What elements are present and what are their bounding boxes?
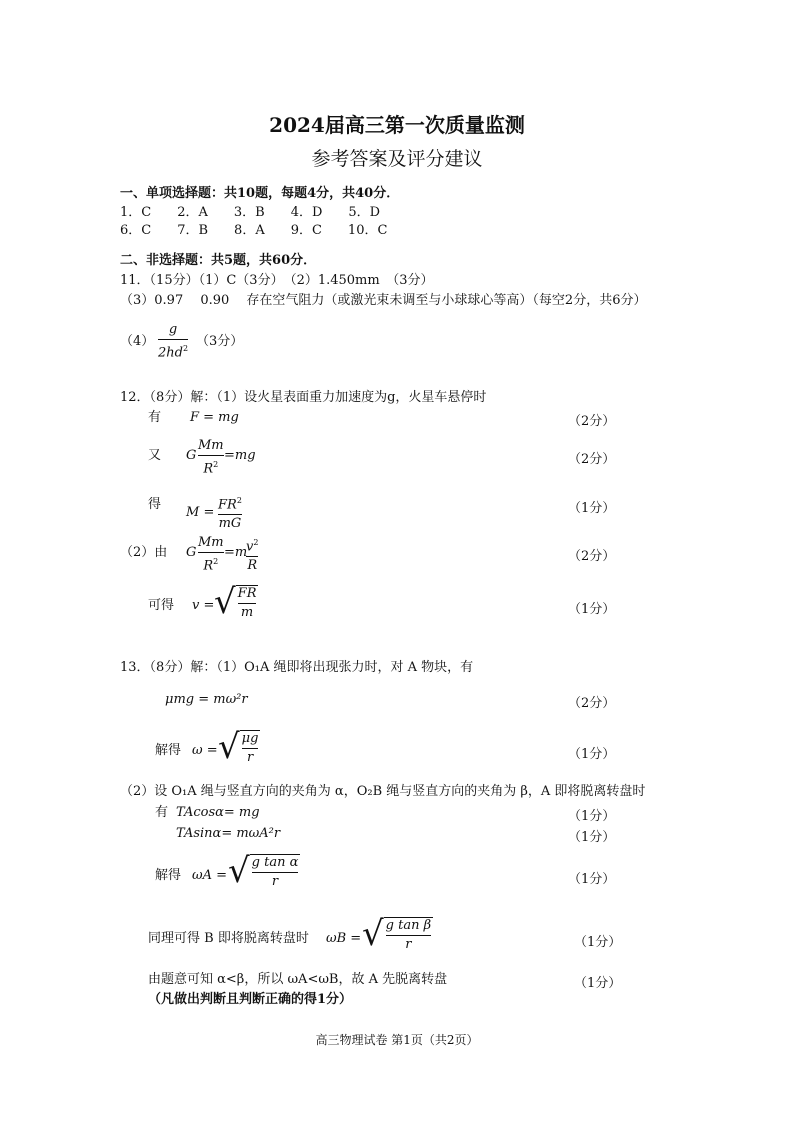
page-footer: 高三物理试卷 第1页（共2页）	[315, 1033, 479, 1047]
q13-l6-lhs: ωB =	[326, 931, 362, 946]
q12-l3-fraction	[218, 493, 242, 532]
q13-l2-denominator: r	[246, 750, 254, 765]
mc-answers-row1: 1．C 2．A 3．B 4．D 5．D	[120, 205, 381, 220]
q12-l2-rhs: =mg	[224, 448, 256, 463]
radical-icon: √	[228, 851, 250, 891]
q12-l5-sqrt	[214, 583, 258, 621]
radical-icon: √	[214, 582, 236, 622]
q12-l4-mid: =m	[224, 545, 248, 560]
fraction-bar	[198, 552, 224, 553]
q11-part4-label: （4）	[120, 334, 155, 349]
fraction-bar	[218, 514, 242, 515]
q13-l5-sqrt	[228, 852, 300, 890]
q13-l2-points: （1分）	[568, 747, 616, 762]
q13-l1-expr: μmg = mω²r	[165, 692, 248, 707]
q12-l4-G: G	[186, 545, 197, 560]
q12-l4-denominator: $R^2$	[203, 557, 219, 574]
q12-l4-label: （2）由	[120, 545, 168, 560]
fraction-bar	[158, 339, 188, 340]
q12-l4-points: （2分）	[568, 549, 616, 564]
q12-l2-denominator: $R^2$	[203, 460, 219, 477]
q12-l3-points: （1分）	[568, 501, 616, 516]
q12-l4-denominator2: R	[247, 558, 258, 574]
mc-answers-row2: 6．C 7．B 8．A 9．C 10．C	[120, 223, 388, 238]
q12-l4-numerator2: $v^2$	[246, 538, 259, 555]
section2-heading: 二、非选择题：共5题，共60分．	[120, 253, 317, 268]
q13-l2-numerator: μg	[241, 731, 259, 746]
q13-l7-text: 由题意可知 α<β，所以 ωA<ωB，故 A 先脱离转盘	[148, 972, 448, 987]
radical-icon: √	[362, 914, 384, 954]
q12-intro: 12．（8分）解：（1）设火星表面重力加速度为g，火星车悬停时	[120, 390, 487, 405]
q12-l1-points: （2分）	[568, 414, 616, 429]
q12-l4-numerator: Mm	[198, 535, 224, 550]
q13-l5-numerator: g tan α	[251, 855, 299, 870]
q13-l6-label: 同理可得 B 即将脱离转盘时	[148, 931, 309, 946]
radical-icon: √	[218, 727, 240, 767]
q13-l6-numerator: g tan β	[385, 918, 432, 933]
q12-l3-lhs: M =	[186, 505, 215, 520]
q13-l5-lhs: ωA =	[192, 868, 228, 883]
q13-l3-label: 有	[155, 805, 169, 820]
q11-line1: 11．（15分）（1）C（3分） （2）1.450mm （3分）	[120, 273, 434, 288]
q12-l4-fraction2	[246, 535, 258, 574]
q11-part4-denominator: $2hd^2$	[158, 344, 189, 361]
q13-l6-denominator: r	[405, 937, 412, 952]
q13-l3-expr: TAcosα= mg	[176, 805, 260, 820]
q12-l1-label: 有	[148, 410, 162, 425]
fraction-bar	[246, 556, 258, 557]
q12-l1-expr: F = mg	[190, 410, 239, 425]
q12-l4-fraction1	[198, 535, 224, 574]
fraction-bar	[238, 603, 257, 604]
q12-l3-denominator: mG	[218, 516, 242, 532]
q13-l4-points: （1分）	[568, 830, 616, 845]
q12-l5-label: 可得	[148, 598, 175, 613]
section1-heading: 一、单项选择题：共10题，每题4分，共40分．	[120, 186, 400, 201]
q12-l2-fraction	[198, 438, 224, 477]
fraction-bar	[252, 872, 299, 873]
fraction-bar	[198, 455, 224, 456]
q13-l5-points: （1分）	[568, 872, 616, 887]
q13-l1-points: （2分）	[568, 696, 616, 711]
fraction-bar	[242, 748, 259, 749]
q12-l2-numerator: Mm	[198, 438, 224, 453]
q11-part4-fraction	[158, 322, 188, 361]
q12-l5-lhs: v =	[192, 598, 215, 613]
q12-l2-points: （2分）	[568, 452, 616, 467]
q12-l2-label: 又	[148, 448, 162, 463]
q11-part4-points: （3分）	[196, 334, 244, 349]
q13-l5-label: 解得	[155, 868, 182, 883]
q13-l2-lhs: ω =	[192, 743, 218, 758]
page-title: 2024届高三第一次质量监测	[269, 113, 525, 137]
q12-l5-numerator: FR	[237, 586, 257, 601]
q11-part4-numerator: g	[168, 322, 178, 337]
q13-l7-points: （1分）	[574, 976, 622, 991]
q12-l3-numerator: $FR^2$	[218, 496, 242, 513]
q12-l5-denominator: m	[240, 605, 254, 620]
q13-l6-points: （1分）	[574, 935, 622, 950]
q11-line2: （3）0.97 0.90 存在空气阻力（或激光束未调至与小球球心等高）（每空2分，共6分）	[120, 293, 647, 308]
q12-l2-G: G	[186, 448, 197, 463]
q13-l5-denominator: r	[271, 874, 279, 889]
q13-l6-sqrt	[362, 915, 433, 953]
q13-note: （凡做出判断且判断正确的得1分）	[148, 992, 353, 1007]
q12-l3-label: 得	[148, 497, 162, 512]
q13-l4-expr: TAsinα= mωA²r	[176, 826, 281, 841]
fraction-bar	[386, 935, 431, 936]
page-subtitle: 参考答案及评分建议	[311, 148, 483, 170]
q13-intro: 13．（8分）解：（1）O₁A 绳即将出现张力时，对 A 物块，有	[120, 660, 474, 675]
q12-l5-points: （1分）	[568, 602, 616, 617]
q13-l2-label: 解得	[155, 743, 182, 758]
q13-l2-sqrt	[218, 728, 260, 766]
q13-l3-points: （1分）	[568, 809, 616, 824]
q13-part2: （2）设 O₁A 绳与竖直方向的夹角为 α，O₂B 绳与竖直方向的夹角为 β，A 即将脱离转盘时	[120, 784, 646, 799]
